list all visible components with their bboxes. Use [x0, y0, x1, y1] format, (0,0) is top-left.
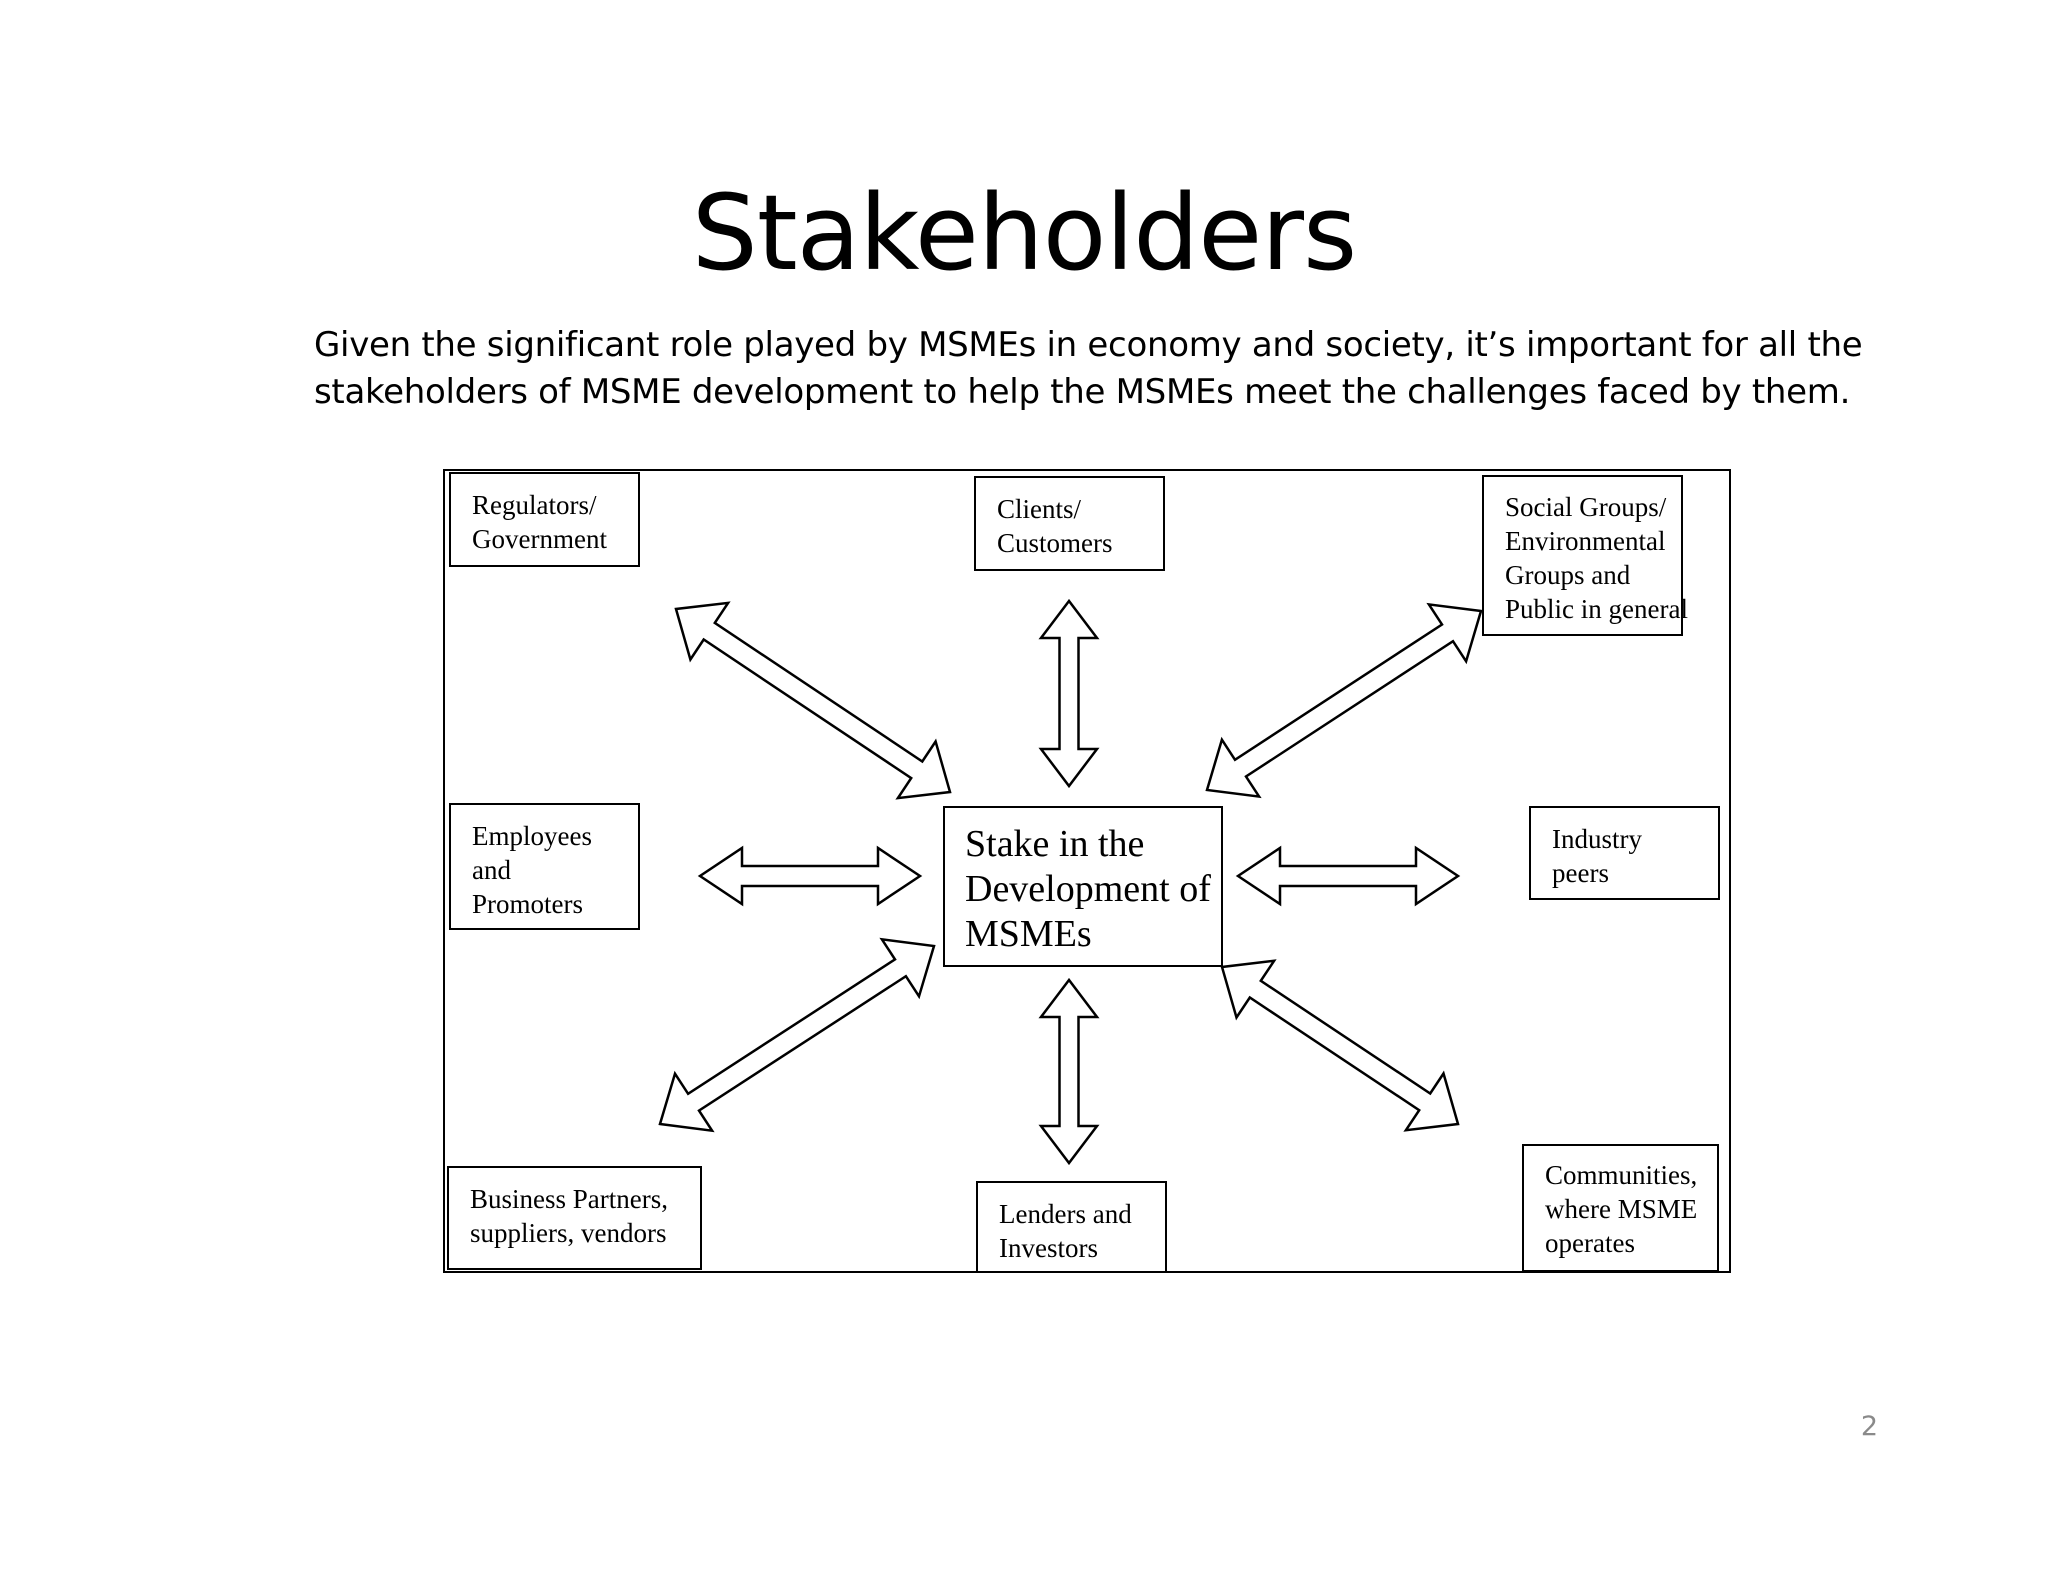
stakeholder-label: Lenders and	[999, 1199, 1132, 1229]
stakeholder-label: operates	[1545, 1228, 1635, 1258]
stakeholder-label: Investors	[999, 1233, 1098, 1263]
stakeholder-regulators	[449, 472, 640, 567]
stakeholder-label: suppliers, vendors	[470, 1218, 667, 1248]
stakeholder-social-groups	[1482, 475, 1688, 636]
stakeholder-label: Regulators/	[472, 490, 597, 520]
page-number: 2	[1860, 1411, 1878, 1442]
center-label: MSMEs	[965, 913, 1092, 955]
center-label: Stake in the	[965, 823, 1145, 865]
stakeholder-lenders	[976, 1181, 1167, 1273]
arrow-industry-icon	[1238, 848, 1458, 904]
stakeholder-label: peers	[1552, 858, 1609, 888]
stakeholder-communities	[1522, 1144, 1719, 1272]
stakeholder-label: Business Partners,	[470, 1184, 668, 1214]
center-label: Development of	[965, 868, 1211, 910]
stakeholder-label: Government	[472, 524, 607, 554]
arrow-clients-icon	[1041, 601, 1097, 786]
arrow-lenders-icon	[1041, 980, 1097, 1163]
stakeholder-clients	[974, 476, 1165, 571]
intro-line-1: Given the significant role played by MSMEs in economy and society, it’s important for all the	[314, 325, 1863, 365]
center-stake-box	[943, 806, 1223, 967]
arrow-employees-icon	[700, 848, 920, 904]
stakeholder-label: Industry	[1552, 824, 1642, 854]
arrow-social-icon	[1207, 604, 1481, 796]
stakeholder-label: Communities,	[1545, 1160, 1698, 1190]
slide-title: Stakeholders	[691, 172, 1357, 294]
stakeholder-label: Clients/	[997, 494, 1082, 524]
stakeholder-label: Social Groups/	[1505, 492, 1667, 522]
stakeholder-label: and	[472, 855, 511, 885]
stakeholder-business-partners	[447, 1166, 702, 1270]
stakeholder-label: Customers	[997, 528, 1113, 558]
arrow-regulators-icon	[676, 603, 950, 798]
stakeholder-industry-peers	[1529, 806, 1720, 900]
arrow-communities-icon	[1222, 961, 1458, 1130]
stakeholder-label: Public in general	[1505, 594, 1688, 624]
stakeholder-label: Environmental	[1505, 526, 1666, 556]
stakeholder-label: Groups and	[1505, 560, 1631, 590]
intro-line-2: stakeholders of MSME development to help the MSMEs meet the challenges faced by them.	[314, 372, 1851, 412]
stakeholder-label: where MSME	[1545, 1194, 1698, 1224]
stakeholder-employees	[449, 803, 640, 930]
arrow-partners-icon	[660, 939, 934, 1130]
stakeholder-label: Employees	[472, 821, 592, 851]
stakeholder-label: Promoters	[472, 889, 583, 919]
